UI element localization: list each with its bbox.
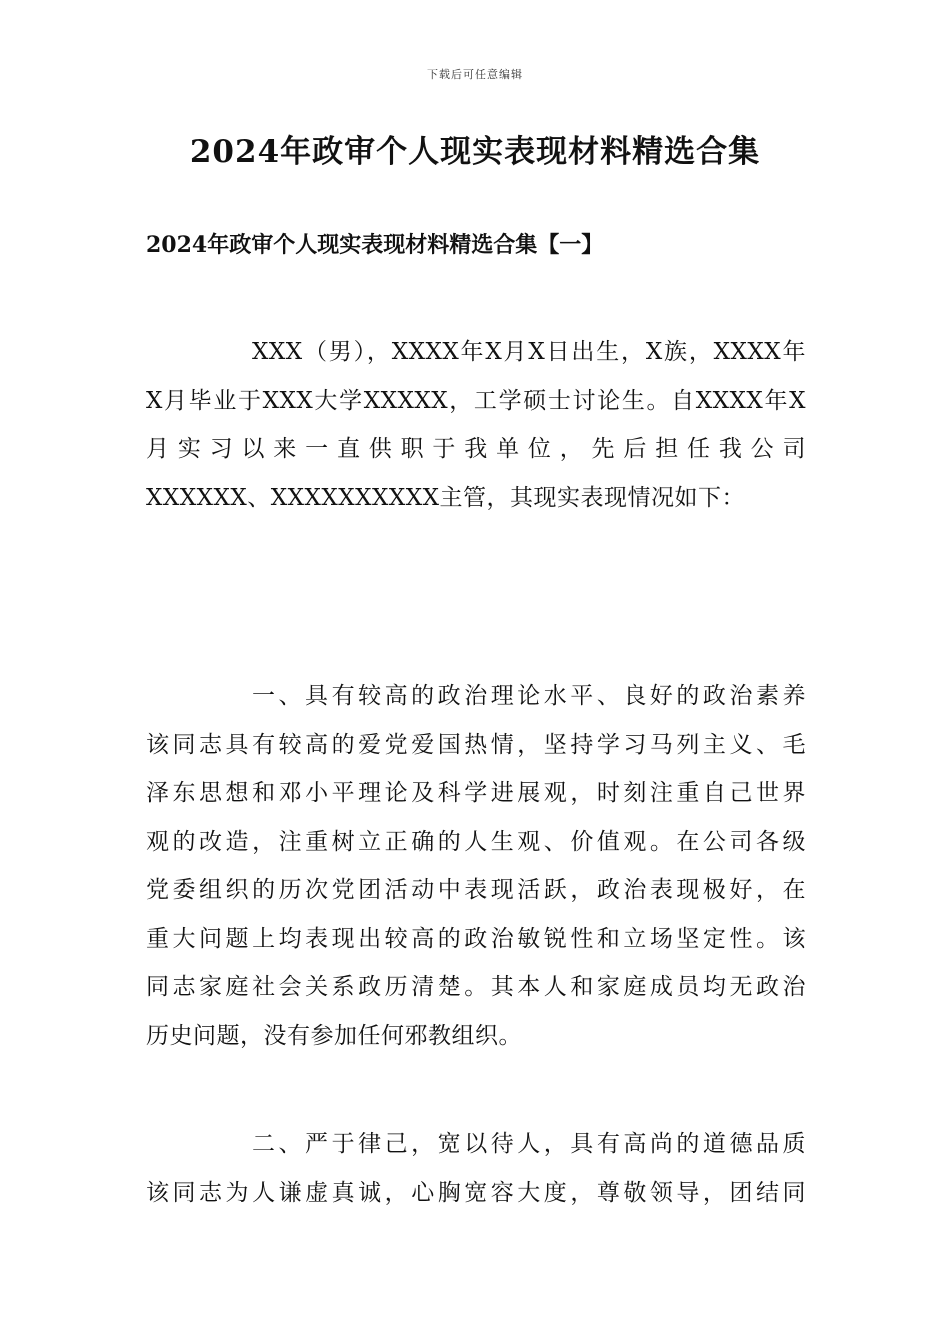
- paragraph-intro: [146, 328, 806, 522]
- paragraph-line: 该同志具有较高的爱党爱国热情，坚持学习马列主义、毛: [146, 731, 806, 758]
- paragraph-line: X月毕业于XXX大学XXXXX，工学硕士讨论生。自XXXX年X: [146, 387, 806, 414]
- paragraph-line: 历史问题，没有参加任何邪教组织。: [146, 1022, 522, 1049]
- paragraph-political: [146, 672, 806, 1060]
- paragraph-line: 观的改造，注重树立正确的人生观、价值观。在公司各级: [146, 828, 806, 855]
- section-heading: 2024年政审个人现实表现材料精选合集【一】: [146, 232, 604, 258]
- paragraph-line: 该同志为人谦虚真诚，心胸宽容大度，尊敬领导，团结同: [146, 1179, 806, 1206]
- paragraph-line: XXX（男），XXXX年X月X日出生，X族，XXXX年: [252, 339, 806, 365]
- paragraph-line: 党委组织的历次党团活动中表现活跃，政治表现极好，在: [146, 877, 806, 903]
- paragraph-line: 重大问题上均表现出较高的政治敏锐性和立场坚定性。该: [146, 925, 806, 952]
- paragraph-line: 同志家庭社会关系政历清楚。其本人和家庭成员均无政治: [146, 974, 806, 1000]
- paragraph-line: 月实习以来一直供职于我单位，先后担任我公司: [146, 436, 806, 462]
- paragraph-line: 一、具有较高的政治理论水平、良好的政治素养: [252, 683, 806, 709]
- paragraph-line: 泽东思想和邓小平理论及科学进展观，时刻注重自己世界: [146, 780, 806, 806]
- document-title: 2024年政审个人现实表现材料精选合集: [189, 134, 761, 170]
- paragraph-line: XXXXXX、XXXXXXXXXX主管，其现实表现情况如下：: [146, 484, 745, 511]
- header-note: 下载后可任意编辑: [427, 68, 523, 81]
- paragraph-moral: [146, 1120, 806, 1217]
- paragraph-line: 二、严于律己，宽以待人，具有高尚的道德品质: [252, 1131, 806, 1157]
